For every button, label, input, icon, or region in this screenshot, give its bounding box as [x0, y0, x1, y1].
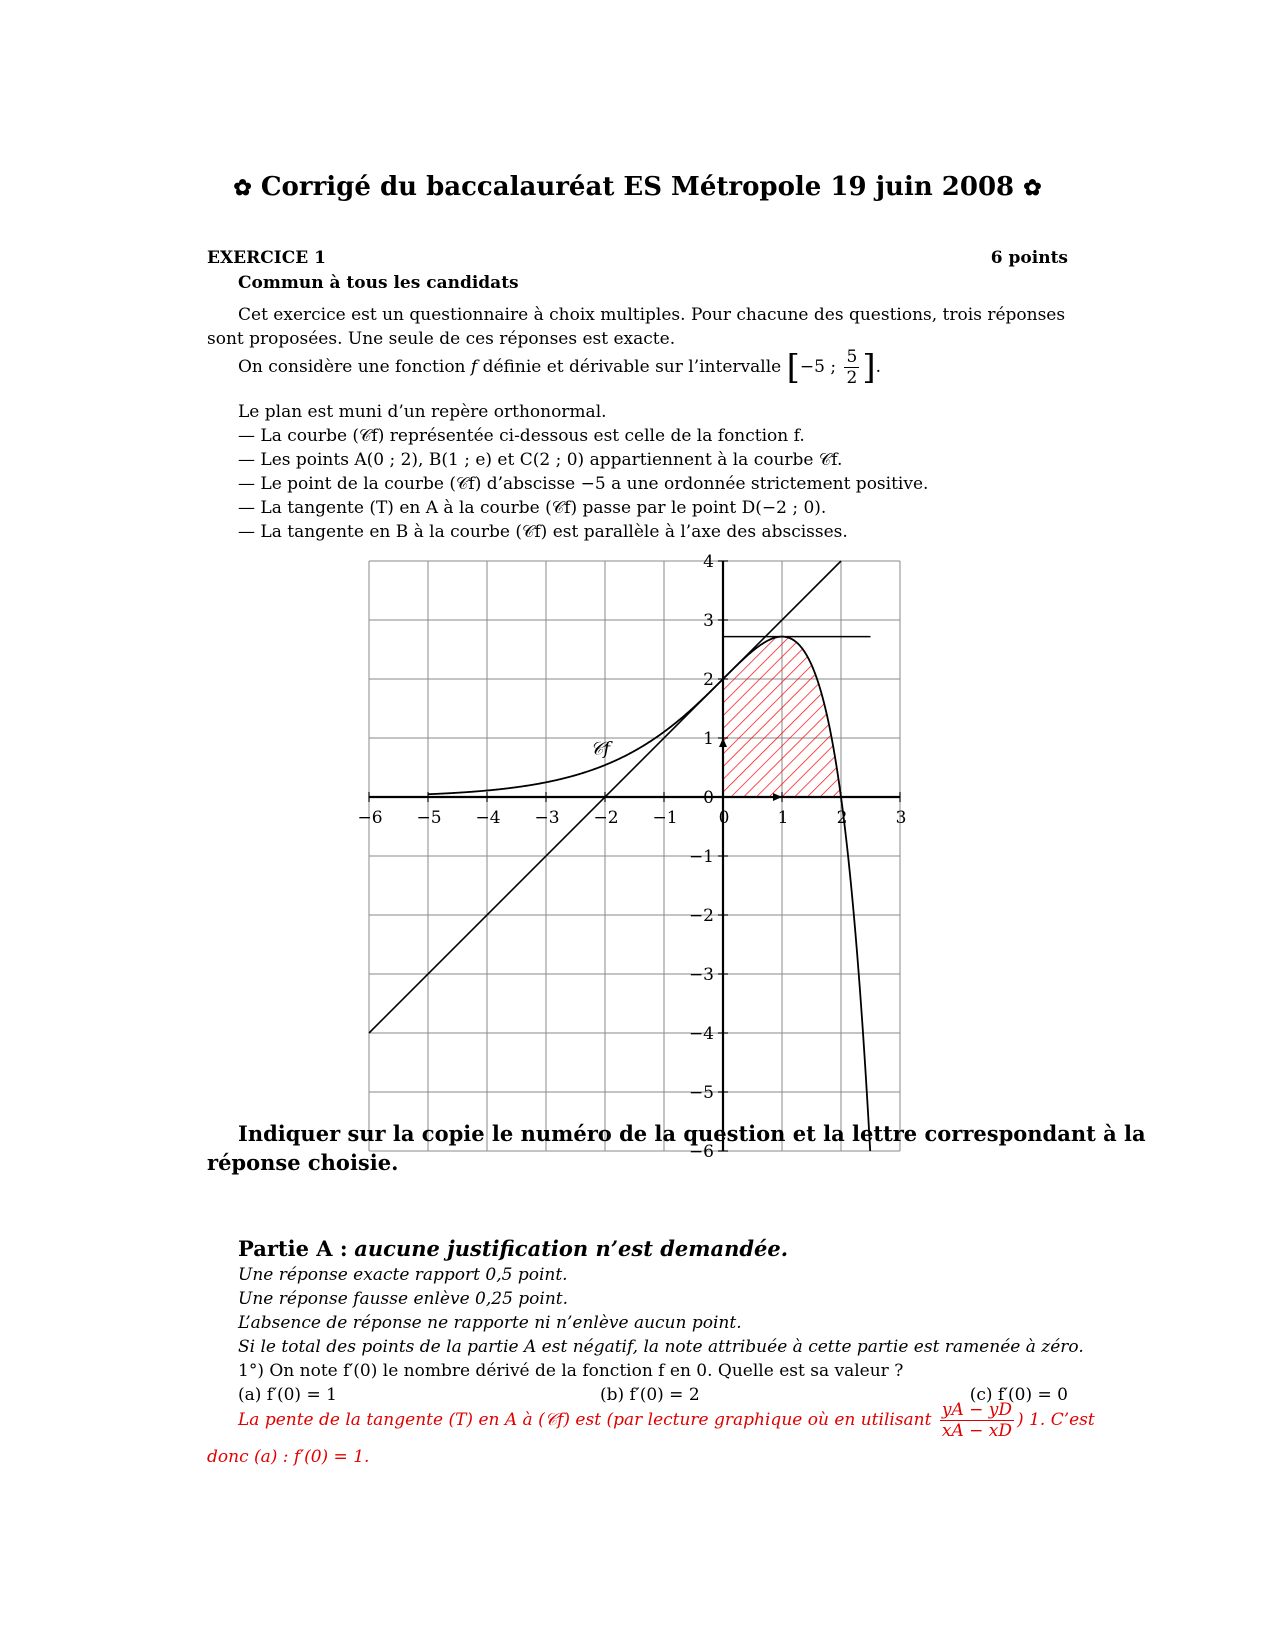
curve-label: 𝒞f: [590, 738, 611, 760]
y-tick-label: −6: [688, 1142, 714, 1162]
bullet-5: — La tangente en B à la courbe (𝒞f) est parallèle à l’axe des abscisses.: [238, 522, 848, 542]
x-tick-label: −3: [534, 808, 560, 828]
exercise-subtitle: Commun à tous les candidats: [238, 273, 519, 293]
y-tick-label: −5: [688, 1083, 714, 1103]
part-a-label: Partie A :: [238, 1236, 348, 1261]
instruction-line-2: réponse choisie.: [207, 1150, 399, 1175]
intro-function-text-a: On considère une fonction: [238, 357, 466, 377]
answer-frac-num: yA − yD: [941, 1400, 1013, 1420]
rule-4: Si le total des points de la partie A est négatif, la note attribuée à cette partie est ramenée à zéro.: [238, 1337, 1084, 1357]
ornament-right-icon: ✿: [1023, 175, 1042, 201]
question-1: 1°) On note f′(0) le nombre dérivé de la fonction f en 0. Quelle est sa valeur ?: [238, 1361, 904, 1381]
bullet-1: — La courbe (𝒞f) représentée ci-dessous est celle de la fonction f.: [238, 426, 805, 446]
x-tick-label: −2: [593, 808, 619, 828]
y-tick-label: −4: [688, 1024, 714, 1044]
rule-1: Une réponse exacte rapport 0,5 point.: [238, 1265, 568, 1285]
bullet-3: — Le point de la courbe (𝒞f) d’abscisse −5 a une ordonnée strictement positive.: [238, 474, 929, 494]
answer-line-2: donc (a) : f′(0) = 1.: [207, 1447, 370, 1467]
x-tick-label: 1: [777, 808, 789, 828]
x-tick-label: 2: [836, 808, 848, 828]
x-tick-label: 0: [718, 808, 730, 828]
intro-line-2: sont proposées. Une seule de ces réponses est exacte.: [207, 329, 676, 349]
x-tick-label: −6: [357, 808, 383, 828]
question-1-choice-a: (a) f′(0) = 1: [238, 1385, 337, 1405]
answer-frac-den: xA − xD: [941, 1421, 1013, 1441]
x-tick-label: −5: [416, 808, 442, 828]
y-tick-label: 1: [703, 729, 714, 749]
interval-den: 2: [846, 368, 858, 388]
interval-end: .: [875, 357, 881, 377]
intro-function-symbol: f: [470, 357, 478, 377]
intro-function-text-b: définie et dérivable sur l’intervalle: [482, 357, 782, 377]
rule-3: L’absence de réponse ne rapporte ni n’enlève aucun point.: [238, 1313, 742, 1333]
part-a-note: aucune justification n’est demandée.: [354, 1236, 789, 1261]
interval-left: −5 ;: [799, 357, 837, 377]
y-tick-label: 2: [703, 670, 714, 690]
grid: [369, 561, 900, 1151]
x-tick-label: 3: [895, 808, 907, 828]
x-tick-label: −1: [652, 808, 678, 828]
instruction-line-1: Indiquer sur la copie le numéro de la question et la lettre correspondant à la: [238, 1121, 1146, 1146]
answer-text-1: La pente de la tangente (T) en A à (𝒞f) est (par lecture graphique où en utilisant: [238, 1410, 932, 1430]
y-tick-label: 0: [703, 788, 714, 808]
exercise-points: 6 points: [990, 248, 1068, 268]
answer-text-2: ) 1. C’est: [1017, 1410, 1095, 1430]
y-tick-label: −3: [688, 965, 714, 985]
bracket-left: [: [786, 347, 800, 388]
y-tick-label: 3: [703, 611, 714, 631]
y-tick-label: −1: [688, 847, 714, 867]
part-a-heading: [238, 1236, 788, 1261]
question-1-choice-c: (c) f′(0) = 0: [969, 1385, 1068, 1405]
answer-line-1: [238, 1400, 1095, 1441]
ornament-left-icon: ✿: [233, 175, 252, 201]
intro-line-1: Cet exercice est un questionnaire à choix multiples. Pour chacune des questions, trois réponses: [238, 305, 1066, 325]
y-tick-label: −2: [688, 906, 714, 926]
exercise-label: EXERCICE 1: [207, 248, 326, 268]
answer-fraction: [940, 1400, 1014, 1441]
x-tick-label: −4: [475, 808, 501, 828]
rule-2: Une réponse fausse enlève 0,25 point.: [238, 1289, 569, 1309]
bullet-4: — La tangente (T) en A à la courbe (𝒞f) passe par le point D(−2 ; 0).: [238, 498, 827, 518]
intro-plane: Le plan est muni d’un repère orthonormal.: [238, 402, 607, 422]
interval-num: 5: [846, 347, 858, 367]
bullet-2: — Les points A(0 ; 2), B(1 ; e) et C(2 ; 0) appartiennent à la courbe 𝒞f.: [238, 450, 843, 470]
y-tick-label: 4: [703, 552, 714, 572]
bracket-right: ]: [862, 347, 876, 388]
title-text: Corrigé du baccalauréat ES Métropole 19 juin 2008: [260, 172, 1015, 202]
question-1-choice-b: (b) f′(0) = 2: [600, 1385, 700, 1405]
tick-labels: [357, 552, 906, 1162]
